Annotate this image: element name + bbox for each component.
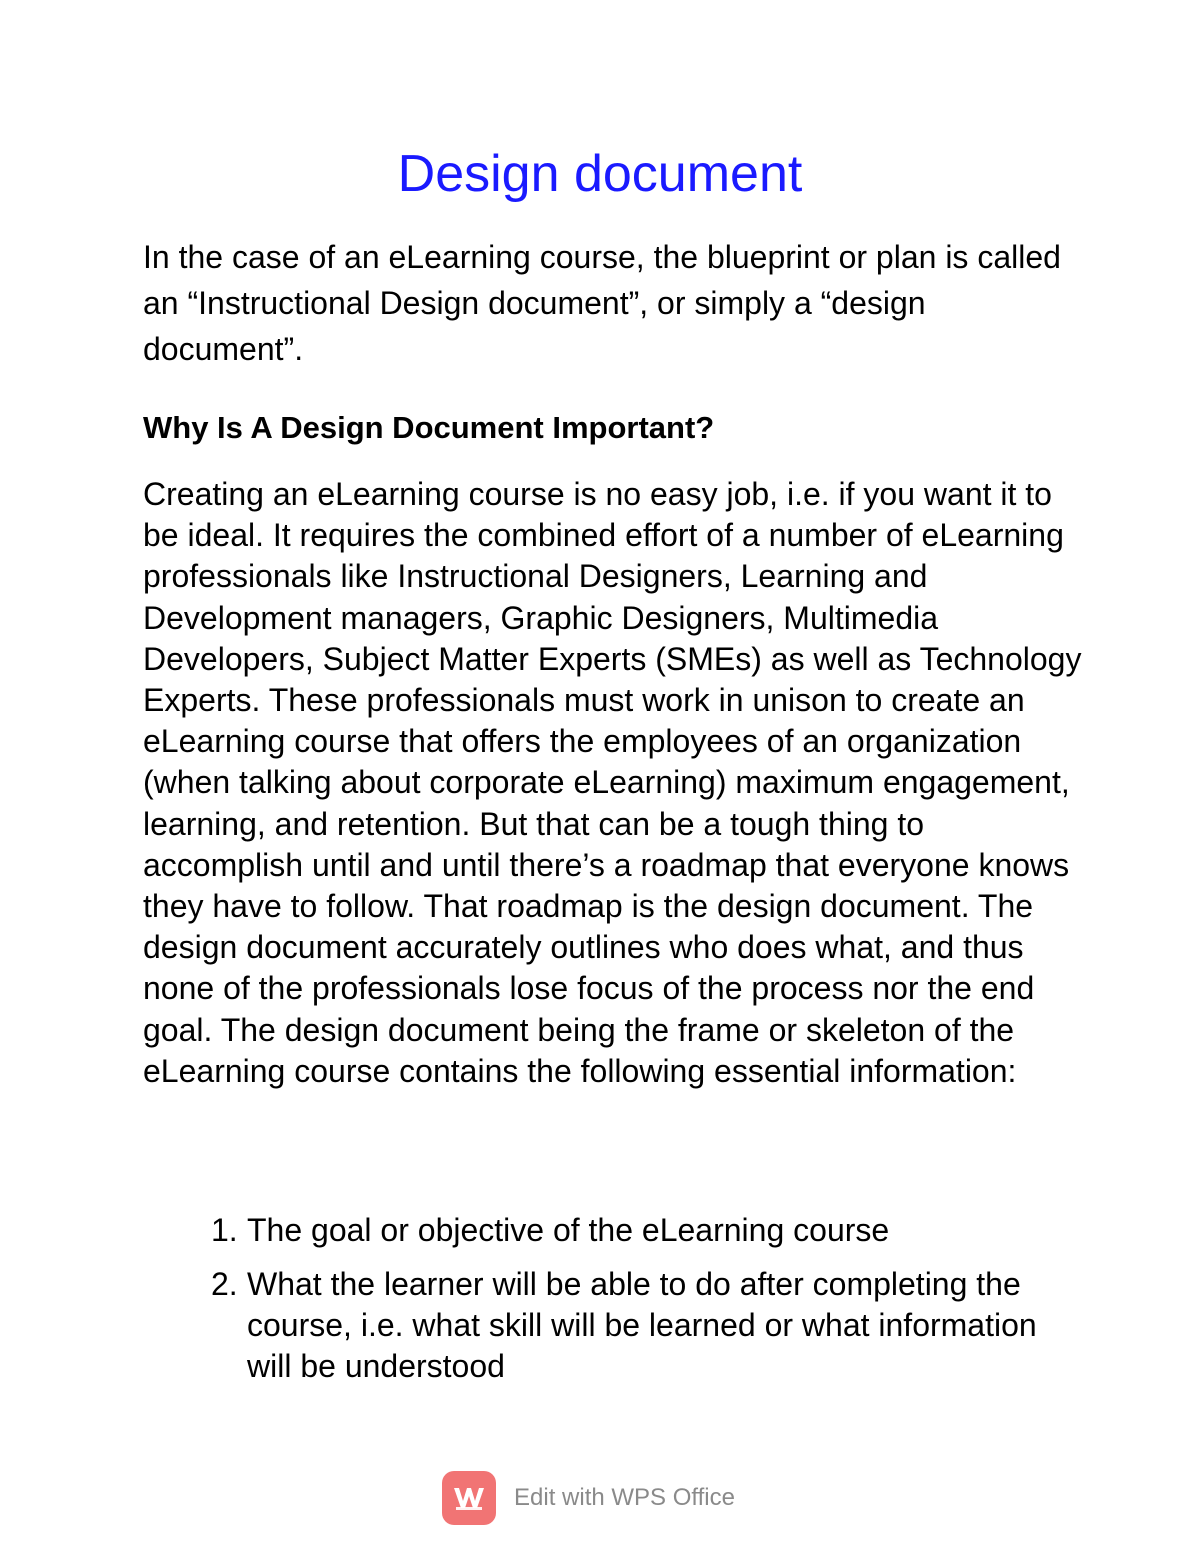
wps-edit-link[interactable] bbox=[442, 1470, 735, 1526]
body-paragraph: Creating an eLearning course is no easy job, i.e. if you want it to be ideal. It requires the combined effort of a number of eLearning professionals like Instructional Designers, Learning and Development managers, Graphic Designers, Multimedia Developers, Subject Matter Experts (SMEs) as well as Technology Experts. These professionals must work in unison to create an eLearning course that offers the employees of an organization (when talking about corporate eLearning) maximum engagement, learning, and retention. But that can be a tough thing to accomplish until and until there’s a roadmap that everyone knows they have to follow. That roadmap is the design document. The design document accurately outlines who does what, and thus none of the professionals lose focus of the process nor the end goal. The design document being the frame or skeleton of the eLearning course contains the following essential information: bbox=[143, 476, 1082, 1089]
list-item-text: What the learner will be able to do after completing the course, i.e. what skill will be learned or what information will be understood bbox=[247, 1266, 1037, 1384]
intro-paragraph: In the case of an eLearning course, the blueprint or plan is called an “Instructional Design document”, or simply a “design document”. bbox=[143, 239, 1061, 367]
ordered-list bbox=[143, 1210, 1083, 1400]
section-heading: Why Is A Design Document Important? bbox=[143, 410, 715, 445]
list-item-text: The goal or objective of the eLearning course bbox=[247, 1212, 890, 1248]
document-title: Design document bbox=[397, 145, 803, 203]
wps-edit-label[interactable]: Edit with WPS Office bbox=[514, 1484, 735, 1511]
list-item bbox=[143, 1210, 1083, 1251]
list-item-number: 1. bbox=[211, 1212, 238, 1248]
wps-logo-icon bbox=[442, 1471, 496, 1525]
list-item-number: 2. bbox=[211, 1266, 238, 1302]
list-item bbox=[143, 1264, 1083, 1387]
